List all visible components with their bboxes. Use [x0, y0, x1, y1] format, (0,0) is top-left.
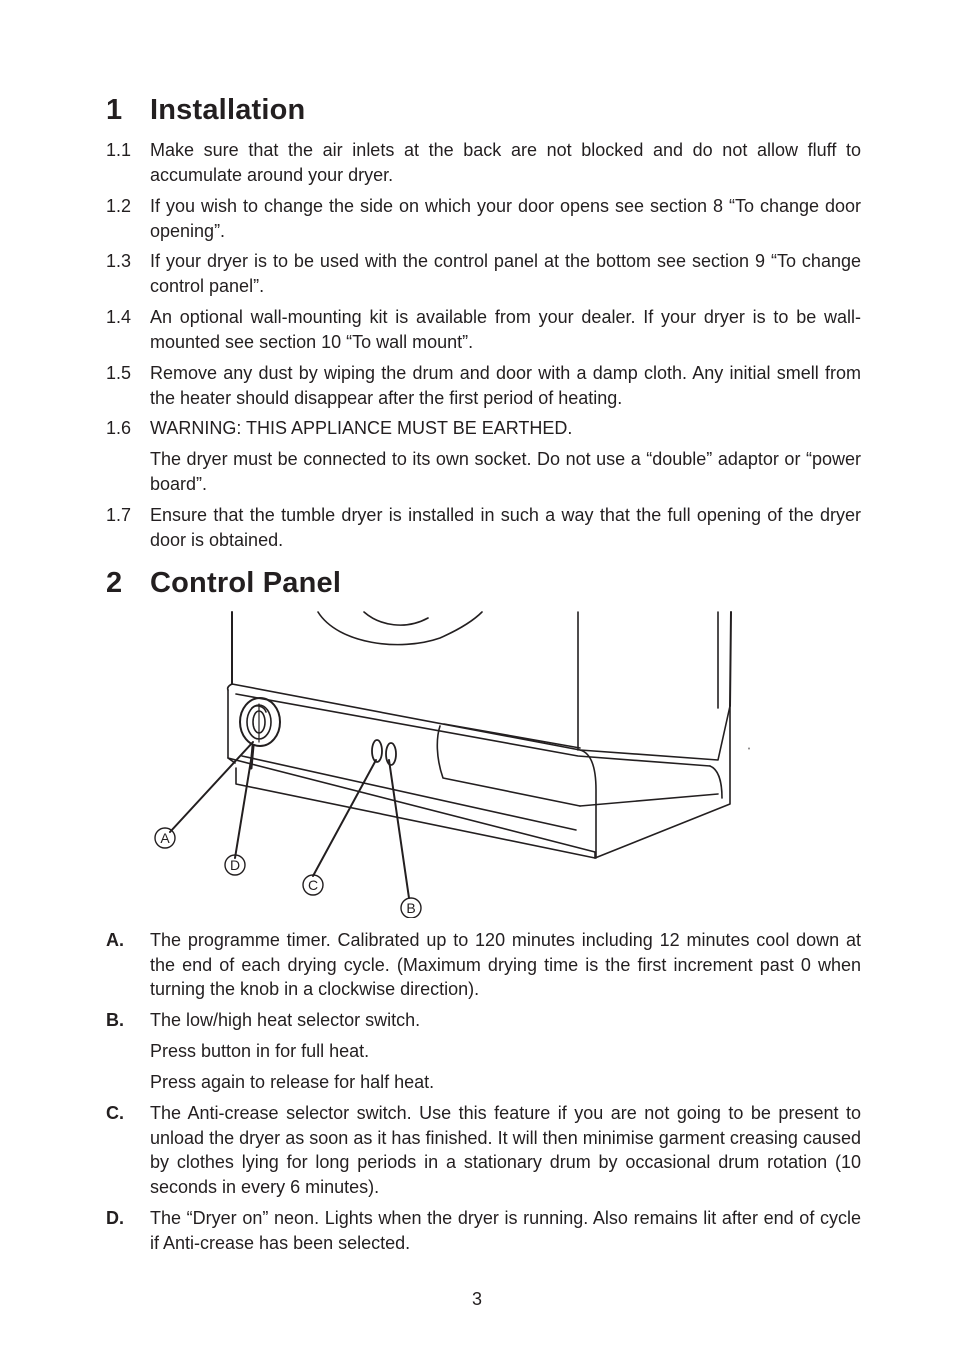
list-item — [106, 249, 861, 298]
item-text: The low/high heat selector switch. — [150, 1010, 421, 1030]
earthing-note: The dryer must be connected to its own socket. Do not use a “double” adaptor or “power board”. — [150, 449, 861, 494]
item-text: The programme timer. Calibrated up to 120 minutes including 12 minutes cool down at the end of each drying cycle. (Maximum drying time is the first increment past 0 when turning the knob in a clockwise direction). — [150, 930, 861, 999]
callout-c: C — [307, 877, 319, 893]
section-2-number: 2 — [106, 567, 123, 599]
section-2-heading — [106, 566, 341, 600]
item-text: WARNING: THIS APPLIANCE MUST BE EARTHED. — [150, 418, 573, 438]
callout-a: A — [160, 830, 170, 846]
list-item — [106, 1101, 861, 1199]
control-panel-illustration — [140, 608, 770, 918]
item-text: If your dryer is to be used with the control panel at the bottom see section 9 “To change control panel”. — [150, 251, 861, 296]
list-item — [106, 928, 861, 1002]
list-item — [106, 138, 861, 187]
item-number: 1.2 — [106, 196, 132, 216]
section-2-title: Control Panel — [150, 567, 342, 599]
item-letter: B. — [106, 1010, 124, 1030]
list-item — [106, 1206, 861, 1255]
item-text: The Anti-crease selector switch. Use this feature if you are not going to be present to unload the dryer as soon as it has finished. It will then minimise garment creasing caused by clothes lying for long periods in a stationary drum by occasional drum rotation (10 seconds in every 6 minutes). — [150, 1103, 861, 1197]
item-text: An optional wall-mounting kit is available from your dealer. If your dryer is to be wall-mounted see section 10 “To wall mount”. — [150, 307, 861, 352]
list-item — [106, 305, 861, 354]
list-item — [106, 194, 861, 243]
item-text: Make sure that the air inlets at the back are not blocked and do not allow fluff to accumulate around your dryer. — [150, 140, 861, 185]
item-number: 1.3 — [106, 251, 132, 271]
item-letter: D. — [106, 1208, 124, 1228]
item-number: 1.4 — [106, 307, 132, 327]
item-number: 1.5 — [106, 363, 132, 383]
list-item — [106, 361, 861, 410]
section-1-title: Installation — [150, 94, 306, 126]
item-number: 1.6 — [106, 418, 132, 438]
heat-note: Press button in for full heat. — [150, 1041, 370, 1061]
list-item — [106, 416, 861, 441]
callout-d: D — [229, 857, 241, 873]
item-number: 1.7 — [106, 505, 132, 525]
list-item — [106, 1008, 861, 1033]
item-letter: C. — [106, 1103, 124, 1123]
item-text: If you wish to change the side on which your door opens see section 8 “To change door opening”. — [150, 196, 861, 241]
item-text: Ensure that the tumble dryer is installed in such a way that the full opening of the dryer door is obtained. — [150, 505, 861, 550]
section-1-number: 1 — [106, 94, 123, 126]
callout-b: B — [406, 900, 416, 916]
heat-note: Press again to release for half heat. — [150, 1072, 435, 1092]
item-text: The “Dryer on” neon. Lights when the dryer is running. Also remains lit after end of cycle if Anti-crease has been selected. — [150, 1208, 861, 1253]
item-letter: A. — [106, 930, 124, 950]
item-text: Remove any dust by wiping the drum and door with a damp cloth. Any initial smell from the heater should disappear after the first period of heating. — [150, 363, 861, 408]
page-number: 3 — [471, 1289, 482, 1309]
list-item — [106, 503, 861, 552]
section-1-heading — [106, 93, 305, 127]
item-number: 1.1 — [106, 140, 132, 160]
